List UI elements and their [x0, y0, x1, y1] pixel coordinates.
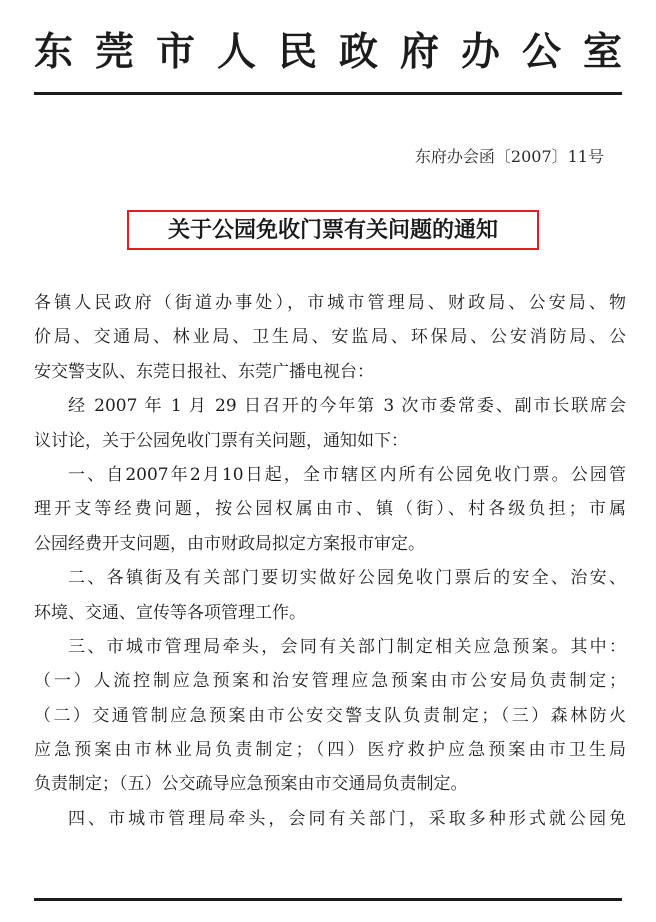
body-line: 议讨论，关于公园免收门票有关问题，通知如下：	[34, 430, 408, 451]
footer-rule	[34, 898, 622, 901]
body-line: 公园经费开支问题，由市财政局拟定方案报市审定。	[34, 533, 425, 554]
body-line: 环境、交通、宣传等各项管理工作。	[34, 602, 306, 623]
body-line: 经 2007 年 1 月 29 日召开的今年第 3 次市委常委、副市长联席会	[68, 396, 626, 417]
document-number: 东府办会函〔2007〕11号	[414, 147, 604, 166]
body-line: 四、市城市管理局牵头，会同有关部门，采取多种形式就公园免	[68, 808, 626, 829]
body-line: （一）人流控制应急预案和治安管理应急预案由市公安局负责制定；	[34, 671, 626, 692]
body-line: 价局、交通局、林业局、卫生局、安监局、环保局、公安消防局、公	[34, 327, 626, 348]
body-line: 各镇人民政府（街道办事处），市城市管理局、财政局、公安局、物	[34, 293, 626, 313]
body-line: 负责制定；（五）公交疏导应急预案由市交通局负责制定。	[34, 774, 468, 795]
header-rule	[34, 92, 622, 95]
body-line: 一、自2007年2月10日起，全市辖区内所有公园免收门票。公园管	[68, 464, 626, 485]
notice-title: 关于公园免收门票有关问题的通知	[167, 217, 498, 243]
body-line: 应急预案由市林业局负责制定；（四）医疗救护应急预案由市卫生局	[34, 740, 626, 761]
organization-header: 东莞市人民政府办公室	[34, 29, 645, 75]
body-line: 安交警支队、东莞日报社、东莞广播电视台：	[34, 361, 374, 382]
body-line: （二）交通管制应急预案由市公安交警支队负责制定；（三）森林防火	[34, 705, 626, 726]
body-line: 三、市城市管理局牵头，会同有关部门制定相关应急预案。其中：	[68, 636, 626, 657]
body-line: 理开支等经费问题，按公园权属由市、镇（街）、村各级负担；市属	[34, 499, 626, 520]
notice-body	[34, 286, 626, 836]
body-line: 二、各镇街及有关部门要切实做好公园免收门票后的安全、治安、	[68, 568, 626, 589]
